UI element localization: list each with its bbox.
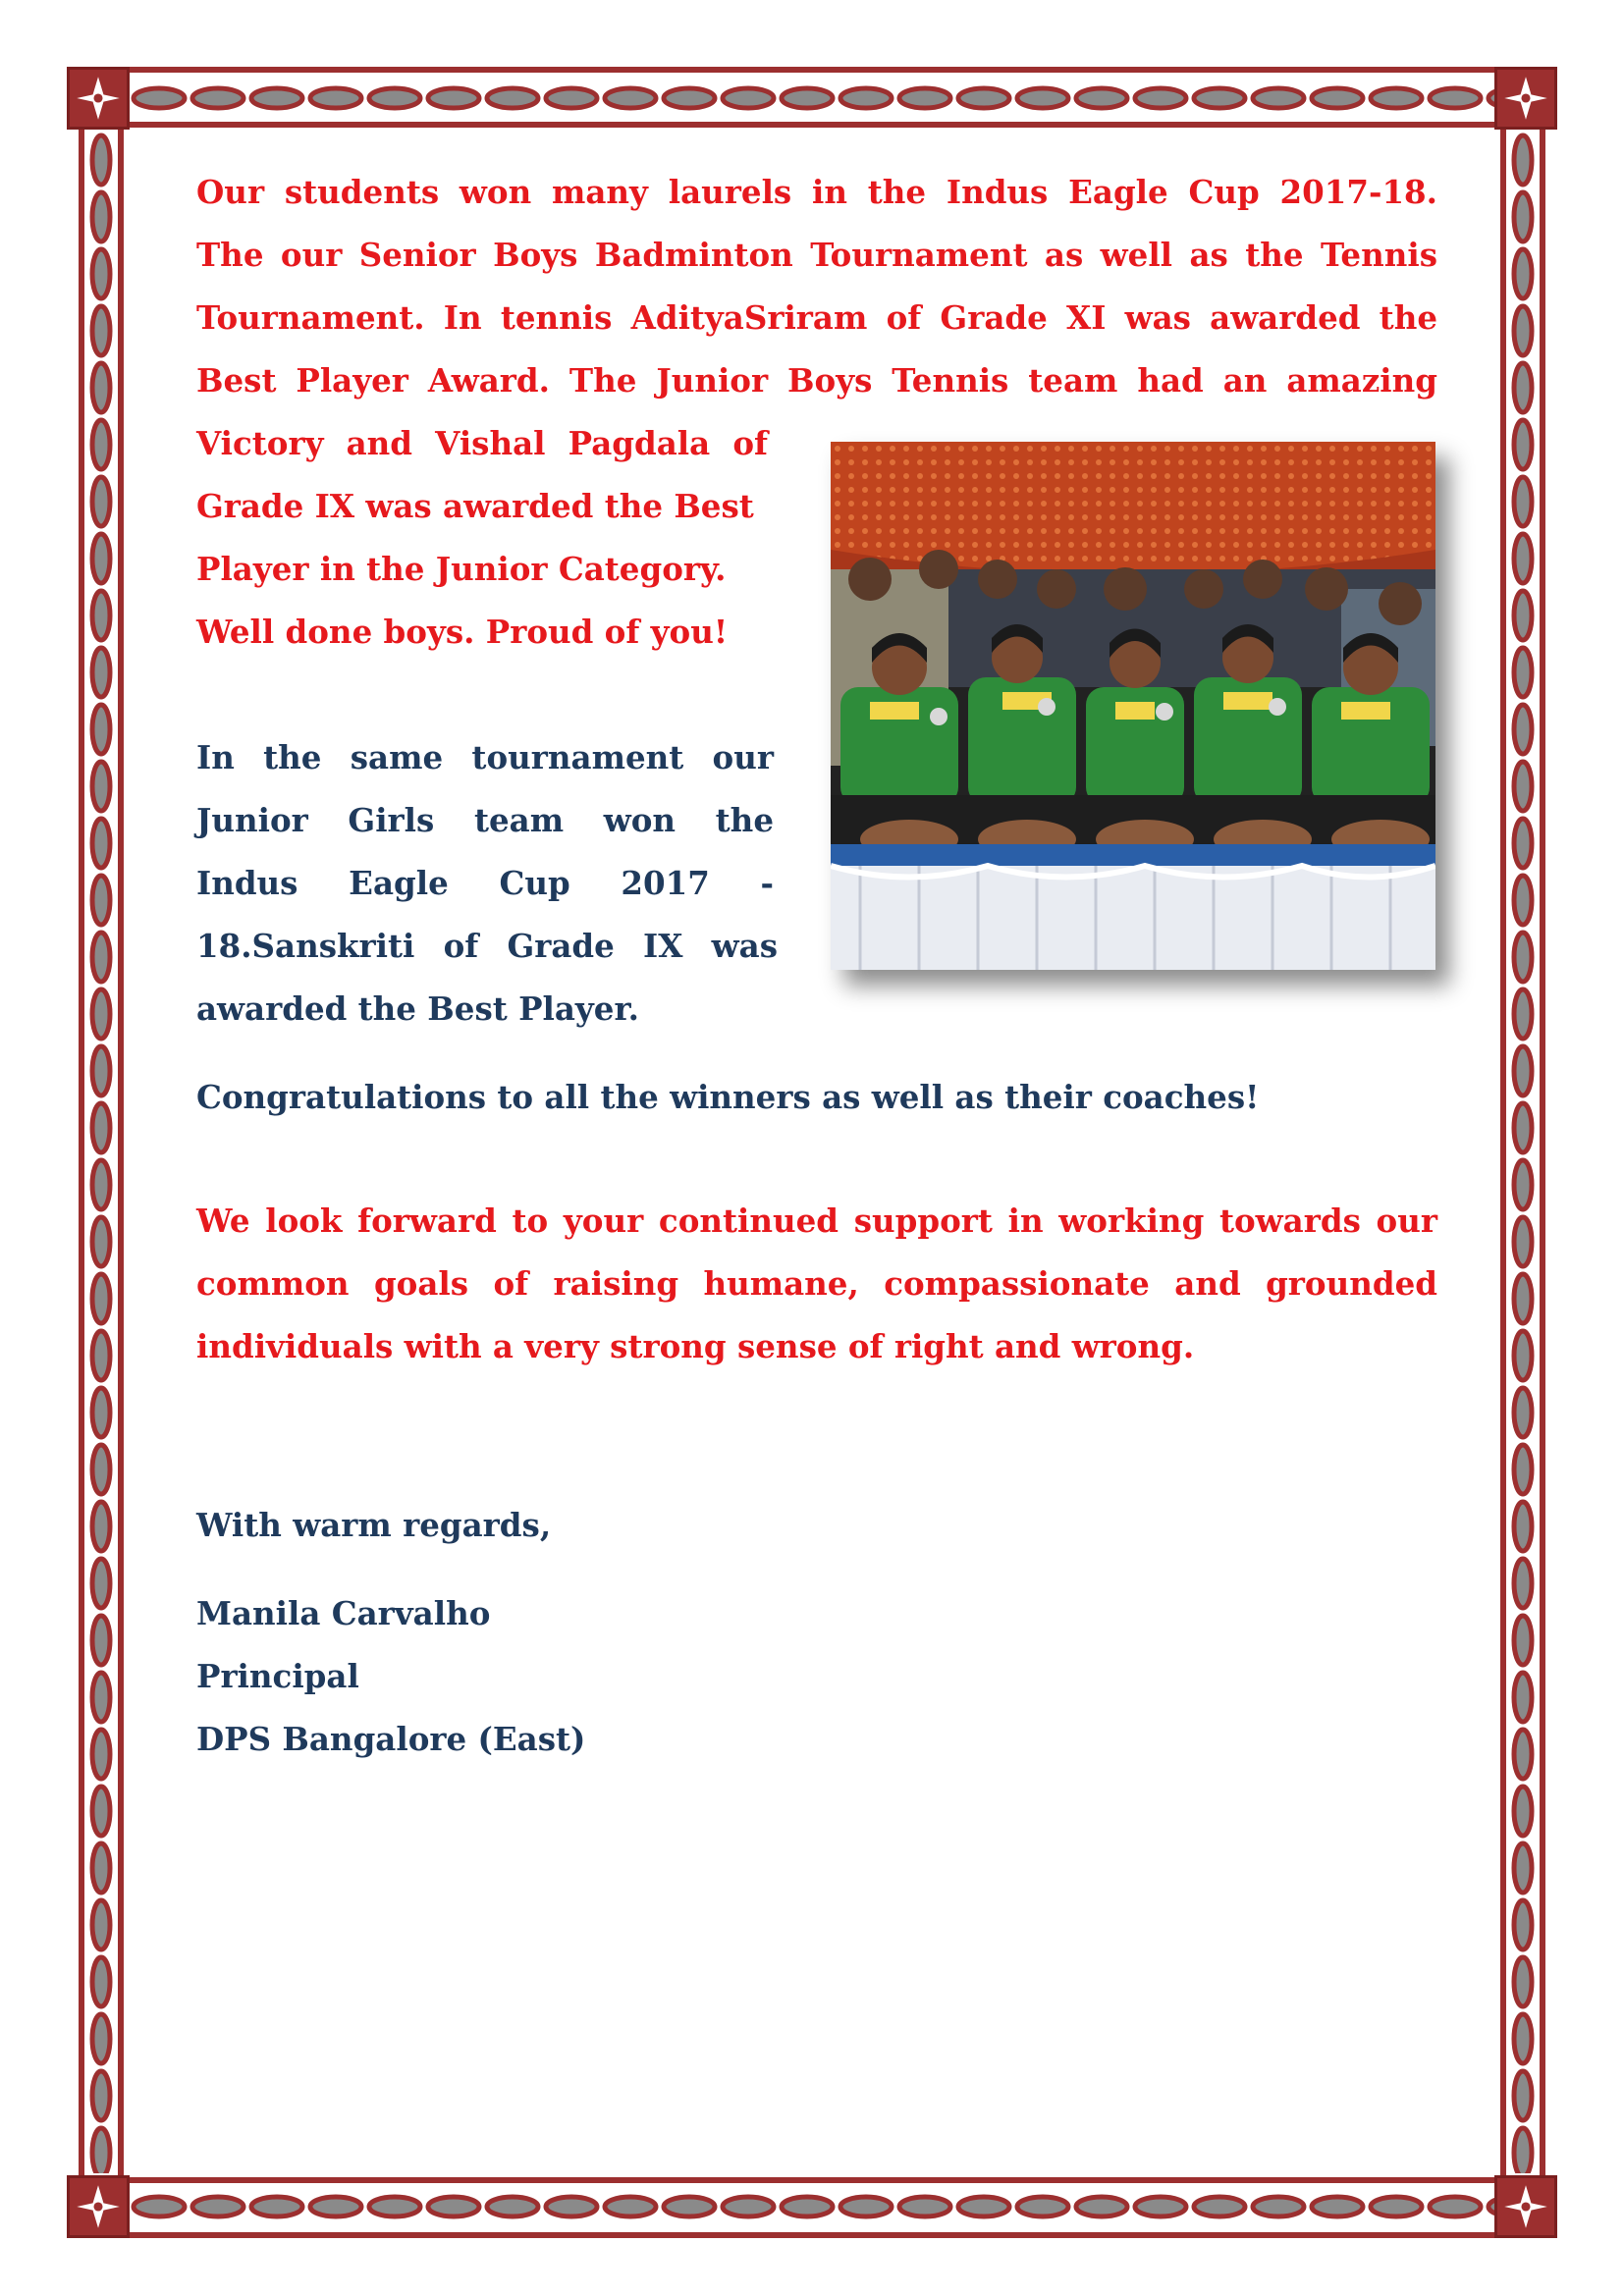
border-line-bottom-inner bbox=[67, 2232, 1557, 2238]
team-photo-image bbox=[831, 442, 1435, 970]
corner-ornament-bottom-left bbox=[67, 2175, 130, 2238]
border-chain-bottom bbox=[130, 2187, 1494, 2226]
text-line: awarded the Best Player. bbox=[196, 989, 639, 1028]
border-line-top-inner bbox=[67, 122, 1557, 128]
text-line: Tournament. In tennis AdityaSriram of Grade XI was awarded the bbox=[196, 298, 1437, 337]
text-line: Well done boys. Proud of you! bbox=[196, 613, 729, 651]
text-line: Player in the Junior Category. bbox=[196, 550, 727, 588]
text-line: Victory and Vishal Pagdala of bbox=[196, 424, 768, 462]
border-chain-right bbox=[1506, 132, 1540, 2173]
border-line-top bbox=[67, 67, 1557, 73]
text-line: Junior Girls team won the bbox=[196, 801, 774, 839]
border-chain-top bbox=[130, 79, 1494, 118]
text-line: Grade IX was awarded the Best bbox=[196, 487, 754, 525]
corner-ornament-top-right bbox=[1494, 67, 1557, 130]
text-line: 18.Sanskriti of Grade IX was bbox=[196, 927, 778, 965]
text-line: Indus Eagle Cup 2017 - bbox=[196, 864, 774, 902]
text-line: Best Player Award. The Junior Boys Tennis team had an amazing bbox=[196, 361, 1437, 400]
border-line-bottom bbox=[67, 2177, 1557, 2183]
congratulations-line: Congratulations to all the winners as well as their coaches! bbox=[196, 1078, 1260, 1116]
text-line: The our Senior Boys Badminton Tournament as well as the Tennis bbox=[196, 236, 1437, 274]
text-line: In the same tournament our bbox=[196, 738, 774, 776]
border-chain-left bbox=[84, 132, 118, 2173]
team-photo bbox=[831, 442, 1435, 970]
corner-ornament-bottom-right bbox=[1494, 2175, 1557, 2238]
signoff-name: Manila Carvalho bbox=[196, 1594, 491, 1632]
border-line-left-inner bbox=[118, 67, 124, 2238]
signoff-school: DPS Bangalore (East) bbox=[196, 1720, 586, 1758]
border-line-right-inner bbox=[1540, 67, 1545, 2238]
corner-ornament-top-left bbox=[67, 67, 130, 130]
signoff-greeting: With warm regards, bbox=[196, 1506, 552, 1544]
text-line: Our students won many laurels in the Indus Eagle Cup 2017-18. bbox=[196, 173, 1437, 211]
closing-paragraph: We look forward to your continued support in working towards our common goals of raising humane, compassionate and grounded individuals with a very strong sense of right and wrong. bbox=[196, 1201, 1437, 1365]
signoff-title: Principal bbox=[196, 1657, 359, 1695]
